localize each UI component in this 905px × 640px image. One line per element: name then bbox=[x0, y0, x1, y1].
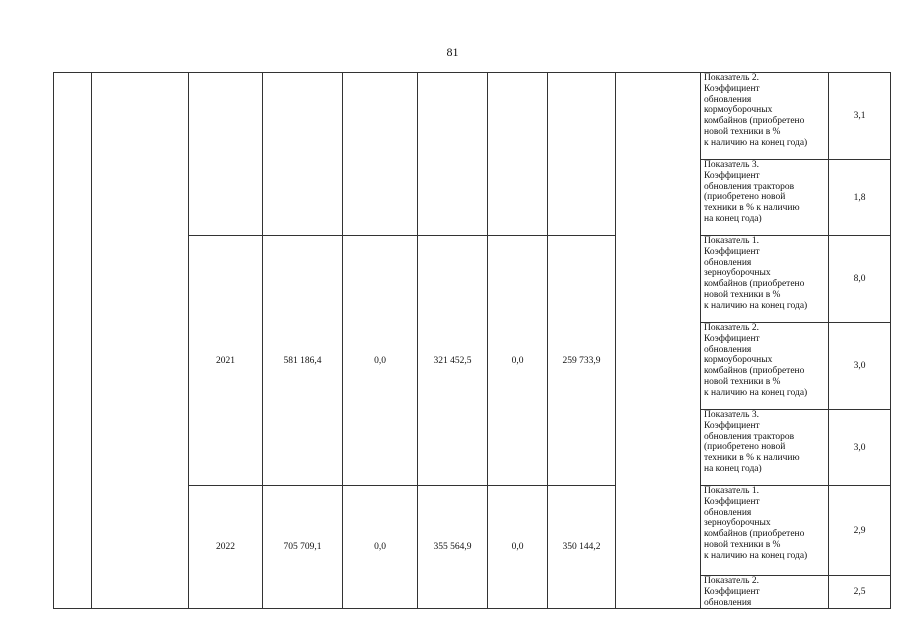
cell-extra: 350 144,2 bbox=[548, 486, 616, 609]
cell-federal bbox=[343, 73, 418, 236]
indicator-value: 2,5 bbox=[829, 576, 891, 609]
indicator-value: 3,0 bbox=[829, 323, 891, 410]
cell-local: 0,0 bbox=[488, 486, 548, 609]
indicator-value: 3,1 bbox=[829, 73, 891, 160]
cell-federal: 0,0 bbox=[343, 236, 418, 486]
cell-responsible bbox=[616, 73, 701, 609]
indicator-cell: Показатель 1. Коэффициент обновления зерноуборочных комбайнов (приобретено новой техники в % к наличию на конец года) bbox=[701, 486, 829, 576]
indicator-cell: Показатель 2. Коэффициент обновления bbox=[701, 576, 829, 609]
cell-number bbox=[54, 73, 92, 609]
cell-extra bbox=[548, 73, 616, 236]
table-row bbox=[54, 73, 891, 160]
cell-regional: 321 452,5 bbox=[418, 236, 488, 486]
indicator-cell: Показатель 1. Коэффициент обновления зерноуборочных комбайнов (приобретено новой техники в % к наличию на конец года) bbox=[701, 236, 829, 323]
cell-local: 0,0 bbox=[488, 236, 548, 486]
cell-year: 2022 bbox=[189, 486, 263, 609]
indicator-cell: Показатель 2. Коэффициент обновления кормоуборочных комбайнов (приобретено новой техники в % к наличию на конец года) bbox=[701, 323, 829, 410]
cell-regional bbox=[418, 73, 488, 236]
cell-year bbox=[189, 73, 263, 236]
indicator-cell: Показатель 3. Коэффициент обновления тракторов (приобретено новой техники в % к наличию на конец года) bbox=[701, 160, 829, 236]
cell-name bbox=[92, 73, 189, 609]
cell-year: 2021 bbox=[189, 236, 263, 486]
cell-extra: 259 733,9 bbox=[548, 236, 616, 486]
cell-total: 705 709,1 bbox=[263, 486, 343, 609]
cell-total bbox=[263, 73, 343, 236]
cell-regional: 355 564,9 bbox=[418, 486, 488, 609]
cell-local bbox=[488, 73, 548, 236]
cell-total: 581 186,4 bbox=[263, 236, 343, 486]
indicator-value: 8,0 bbox=[829, 236, 891, 323]
program-table bbox=[53, 72, 891, 609]
indicator-value: 1,8 bbox=[829, 160, 891, 236]
page-number: 81 bbox=[446, 45, 459, 59]
indicator-cell: Показатель 2. Коэффициент обновления кормоуборочных комбайнов (приобретено новой техники в % к наличию на конец года) bbox=[701, 73, 829, 160]
indicator-cell: Показатель 3. Коэффициент обновления тракторов (приобретено новой техники в % к наличию на конец года) bbox=[701, 410, 829, 486]
cell-federal: 0,0 bbox=[343, 486, 418, 609]
indicator-value: 2,9 bbox=[829, 486, 891, 576]
indicator-value: 3,0 bbox=[829, 410, 891, 486]
